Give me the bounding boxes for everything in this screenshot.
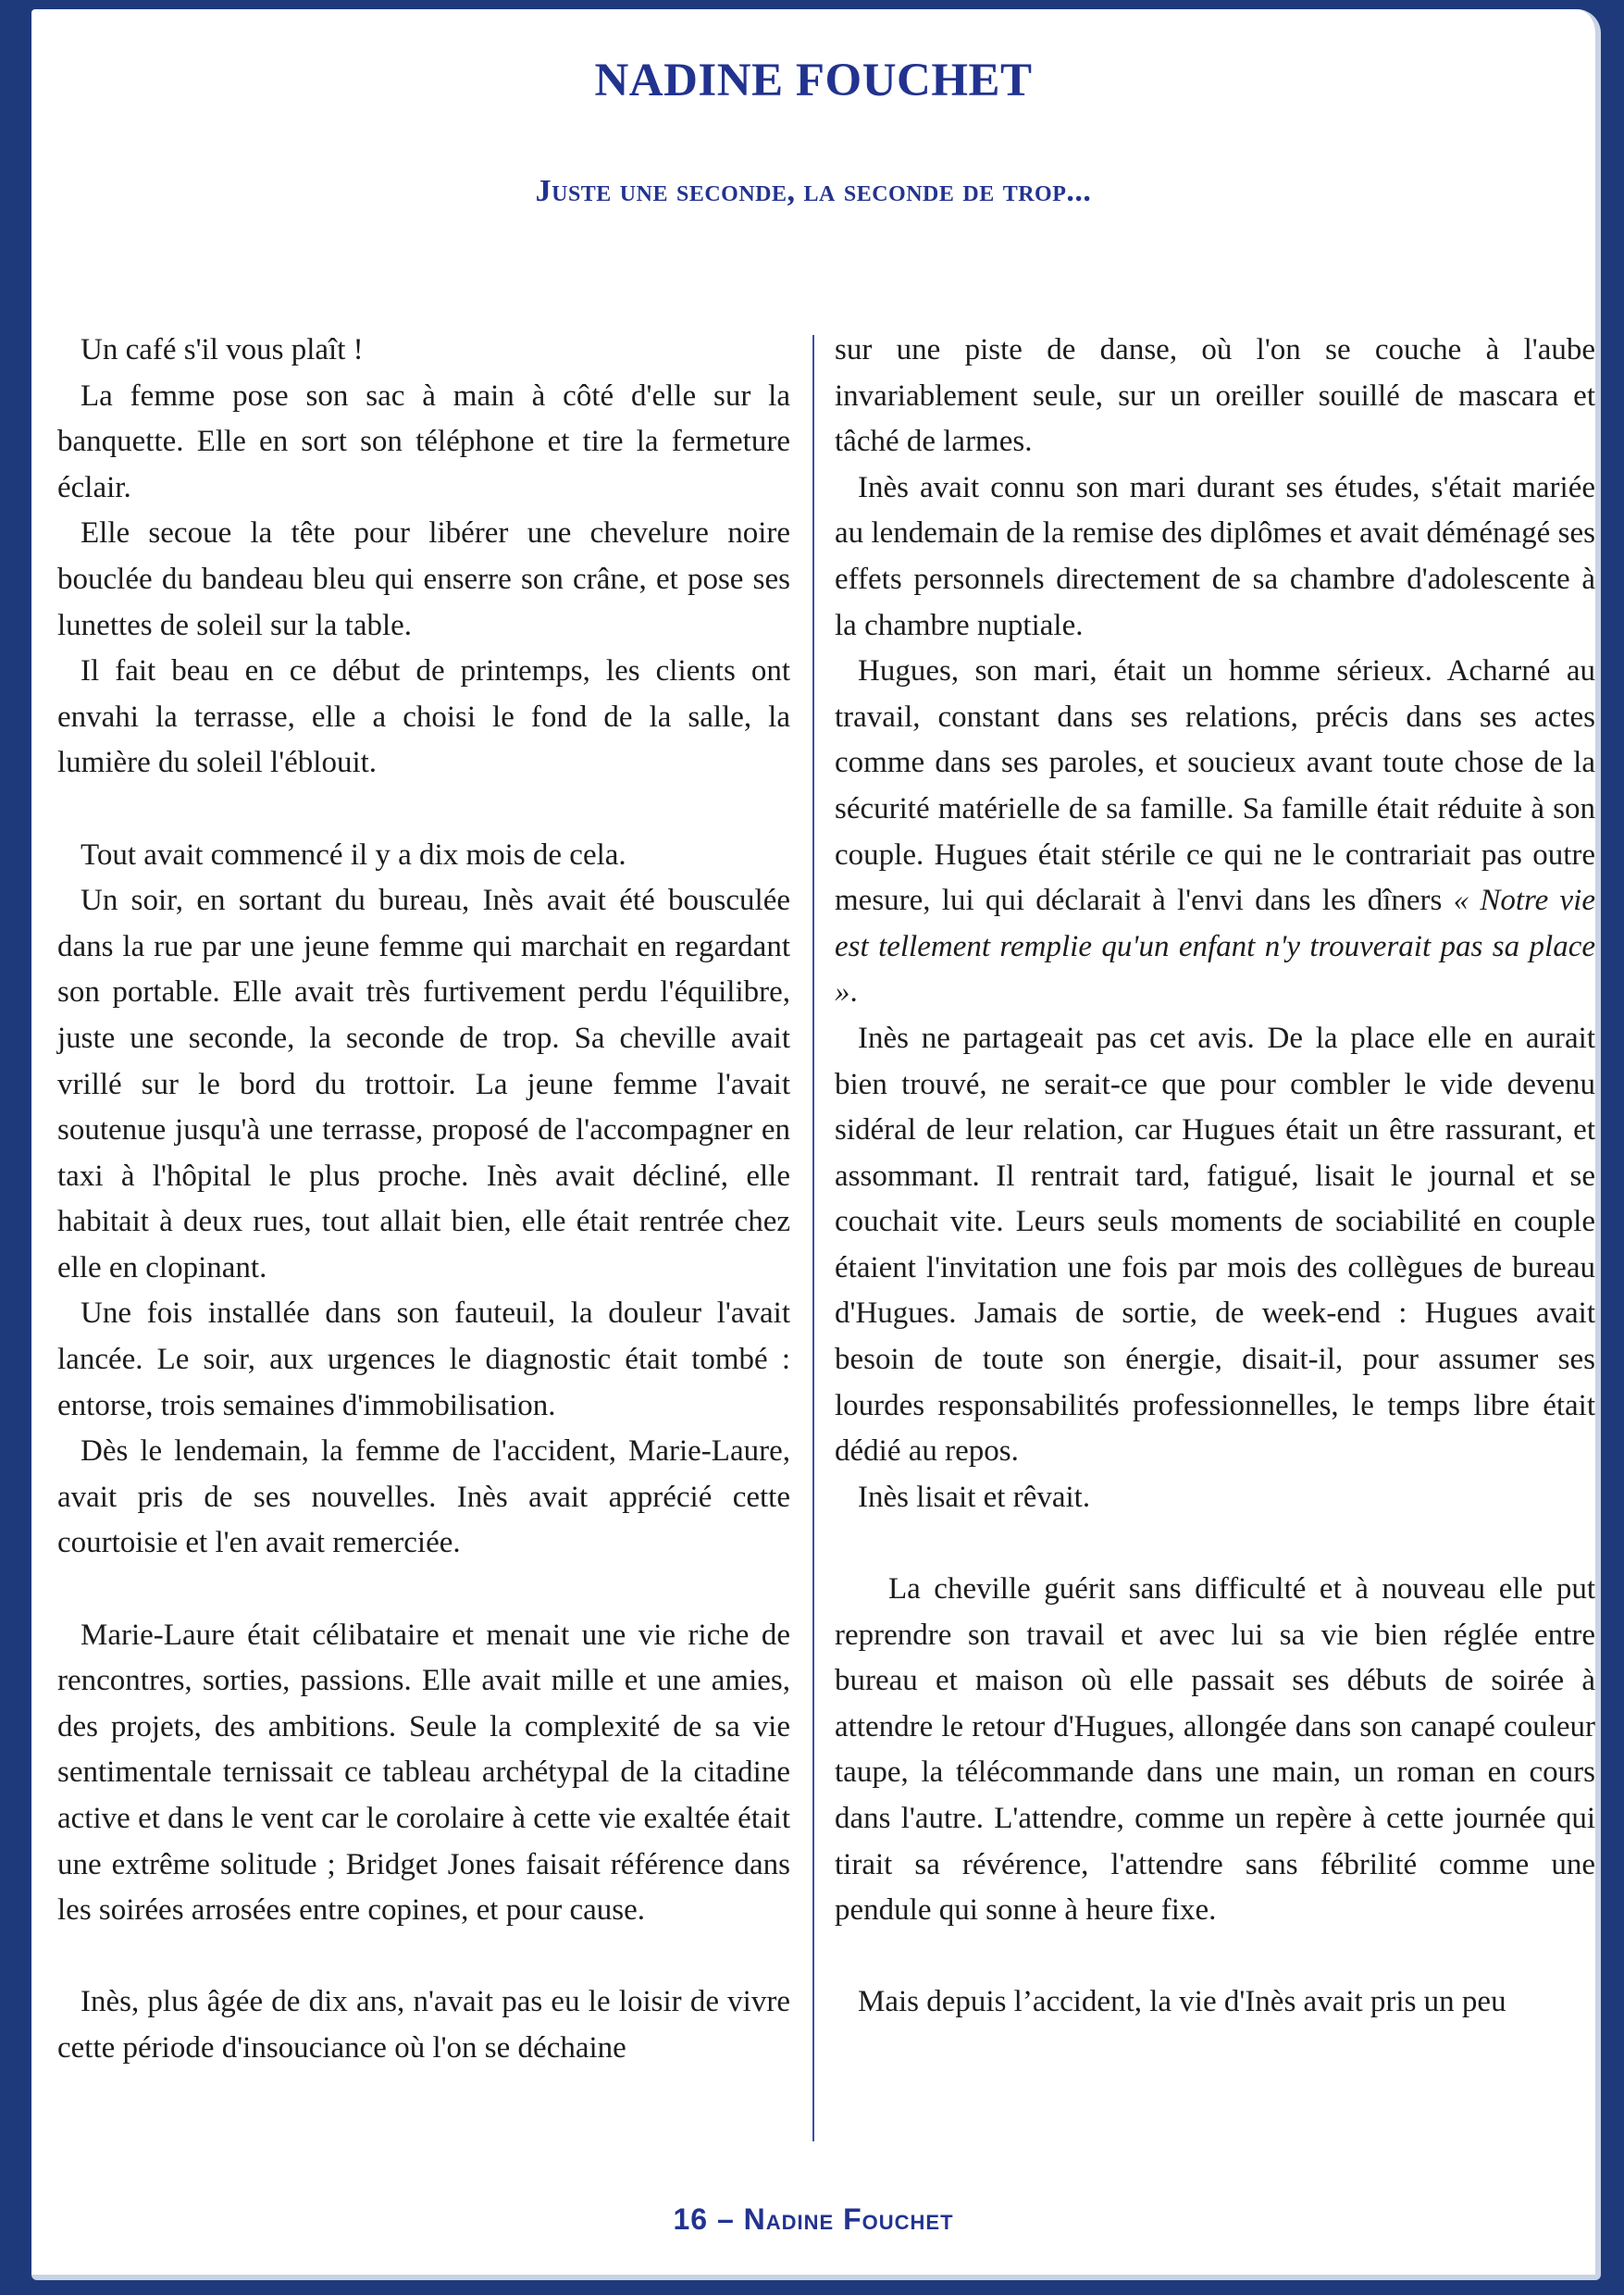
page (31, 9, 1601, 2280)
paragraph: Dès le lendemain, la femme de l'accident, Marie-Laure, avait pris de ses nouvelles. Inès avait apprécié cette courtoisie et l'en avait remerciée. (57, 1434, 790, 1560)
page-number: 16 (673, 2202, 709, 2236)
paragraph: Tout avait commencé il y a dix mois de cela. (81, 837, 626, 872)
author-heading: NADINE FOUCHET (594, 55, 1033, 106)
paragraph: Inès lisait et rêvait. (858, 1480, 1091, 1514)
paragraph: Inès ne partageait pas cet avis. De la place elle en aurait bien trouvé, ne serait-ce que pour combler le vide devenu sidéral de leur relation, car Hugues était un être rassurant, et assommant. Il rentrait tard, fatigué, lisait le journal et se couchait vite. Leurs seuls moments de sociabilité en couple étaient l'invitation une fois par mois des collègues de bureau d'Hugues. Jamais de sortie, de week-end : Hugues avait besoin de toute son énergie, disait-il, pour assumer ses lourdes responsabilités professionnelles, le temps libre était dédié au repos. (835, 1021, 1595, 1469)
paragraph: sur une piste de danse, où l'on se couche à l'aube invariablement seule, sur un oreiller souillé de mascara et tâché de larmes. (835, 333, 1595, 459)
paragraph: La femme pose son sac à main à côté d'elle sur la banquette. Elle en sort son téléphone et tire la fermeture éclair. (57, 378, 790, 504)
paragraph: Inès avait connu son mari durant ses études, s'était mariée au lendemain de la remise des diplômes et avait déménagé ses effets personnels directement de sa chambre d'adolescente à la chambre nuptiale. (835, 470, 1595, 642)
paragraph: Un café s'il vous plaît ! (81, 333, 364, 366)
paragraph: Elle secoue la tête pour libérer une chevelure noire bouclée du bandeau bleu qui enserre son crâne, et pose ses lunettes de soleil sur la table. (57, 516, 790, 642)
paragraph: La cheville guérit sans difficulté et à nouveau elle put reprendre son travail et avec lui sa vie bien réglée entre bureau et maison où elle passait ses débuts de soirée à attendre le retour d'Hugues, allongée dans son canapé couleur taupe, la télécommande dans une main, un roman en cours dans l'autre. L'attendre, comme un repère à cette journée qui tirait sa révérence, l'attendre sans fébrilité comme une pendule qui sonne à heure fixe. (835, 1572, 1595, 1928)
paragraph-end: . (849, 975, 858, 1010)
page-footer (31, 2202, 1595, 2237)
left-column (57, 328, 790, 2072)
paragraph: Marie-Laure était célibataire et menait une vie riche de rencontres, sorties, passions. Elle avait mille et une amies, des projets, des ambitions. Seule la complexité de sa vie sentimentale ternissait ce tableau archétypal de la citadine active et dans le vent car le corolaire à cette vie exaltée était une extrême solitude ; Bridget Jones faisait référence dans les soirées arrosées entre copines, et pour cause. (57, 1618, 790, 1928)
story-title: Juste une seconde, la seconde de trop... (535, 174, 1092, 208)
paragraph: Il fait beau en ce début de printemps, les clients ont envahi la terrasse, elle a choisi le fond de la salle, la lumière du soleil l'éblouit. (57, 654, 790, 780)
paragraph: Une fois installée dans son fauteuil, la douleur l'avait lancée. Le soir, aux urgences le diagnostic était tombé : entorse, trois semaines d'immobilisation. (57, 1296, 790, 1422)
paragraph: Mais depuis l’accident, la vie d'Inès avait pris un peu (858, 1985, 1506, 2019)
column-divider (812, 335, 814, 2141)
paragraph-text: Hugues, son mari, était un homme sérieux. Acharné au travail, constant dans ses relations, précis dans ses actes comme dans ses paroles, et soucieux avant toute chose de la sécurité matérielle de sa famille. Sa famille était réduite à son couple. Hugues était stérile ce qui ne le contrariait pas outre mesure, lui qui déclarait à l'envi dans les dîners (835, 654, 1595, 918)
paragraph: Un soir, en sortant du bureau, Inès avait été bousculée dans la rue par une jeune femme qui marchait en regardant son portable. Elle avait très furtivement perdu l'équilibre, juste une seconde, la seconde de trop. Sa cheville avait vrillé sur le bord du trottoir. La jeune femme l'avait soutenue jusqu'à une terrasse, proposé de l'accompagner en taxi à l'hôpital le plus proche. Inès avait décliné, elle habitait à deux rues, tout allait bien, elle était rentrée chez elle en clopinant. (57, 884, 790, 1284)
footer-separator: – (716, 2202, 735, 2236)
footer-author: Nadine Fouchet (743, 2202, 954, 2236)
paragraph: Inès, plus âgée de dix ans, n'avait pas eu le loisir de vivre cette période d'insouciance où l'on se déchaine (57, 1985, 790, 2065)
paragraph (835, 649, 1595, 1016)
quote: « Notre vie est tellement remplie qu'un enfant n'y trouverait pas sa place » (835, 884, 1595, 1010)
right-column (835, 328, 1595, 2026)
